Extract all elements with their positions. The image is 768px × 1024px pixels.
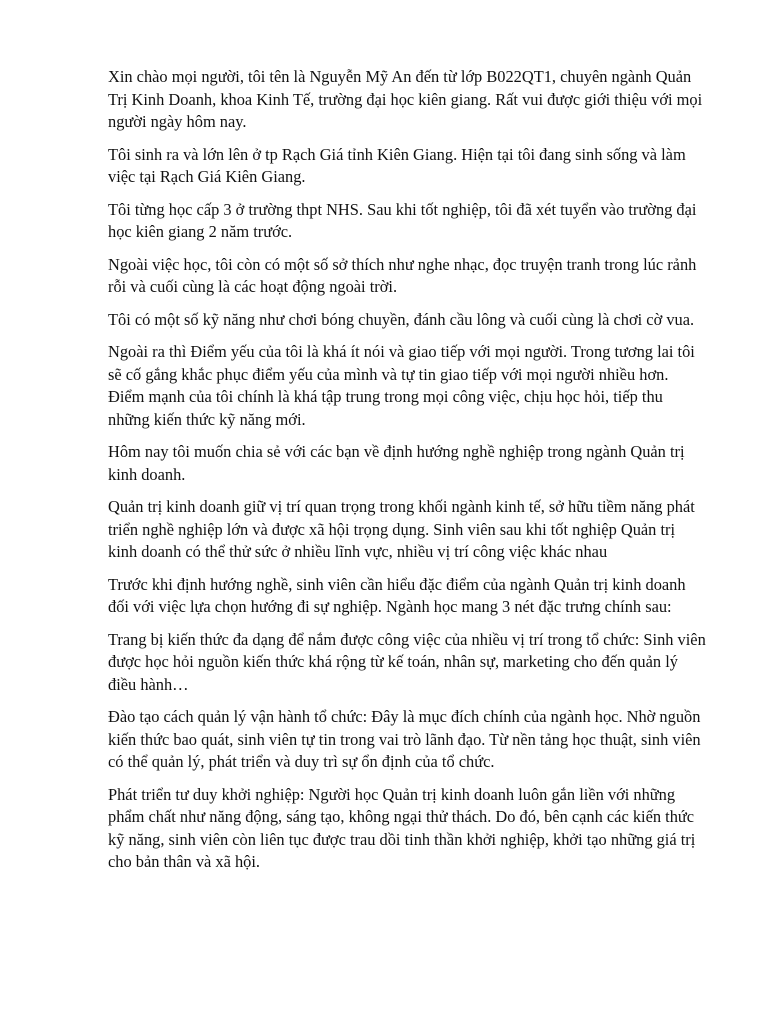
paragraph-organization-management: Đào tạo cách quản lý vận hành tổ chức: Đây là mục đích chính của ngành học. Nhờ nguồn kiến thức bao quát, sinh viên tự tin trong vai trò lãnh đạo. Từ nền tảng học thuật, sinh viên có thể quản lý, phát triển và duy trì sự ổn định của tổ chức.	[108, 707, 701, 771]
paragraph-hometown: Tôi sinh ra và lớn lên ở tp Rạch Giá tỉnh Kiên Giang. Hiện tại tôi đang sinh sống và làm việc tại Rạch Giá Kiên Giang.	[108, 144, 686, 186]
paragraph-strengths-weaknesses: Ngoài ra thì Điểm yếu của tôi là khá ít nói và giao tiếp với mọi người. Trong tương lai tôi sẽ cố gắng khắc phục điểm yếu của mình và tự tin giao tiếp với mọi người nhiều hơn. Điểm mạnh của tôi chính là khá tập trung trong mọi công việc, chịu học hỏi, tiếp thu những kiến thức kỹ năng mới.	[108, 342, 695, 429]
paragraph-skills: Tôi có một số kỹ năng như chơi bóng chuyền, đánh cầu lông và cuối cùng là chơi cờ vua.	[108, 309, 695, 329]
paragraph-characteristics-intro: Trước khi định hướng nghề, sinh viên cần hiểu đặc điểm của ngành Quản trị kinh doanh đối với việc lựa chọn hướng đi sự nghiệp. Ngành học mang 3 nét đặc trưng chính sau:	[108, 574, 686, 616]
paragraph-entrepreneurial-thinking: Phát triển tư duy khởi nghiệp: Người học Quản trị kinh doanh luôn gắn liền với những phẩm chất như năng động, sáng tạo, không ngại thử thách. Do đó, bên cạnh các kiến thức kỹ năng, sinh viên còn liên tục được trau dồi tinh thần khởi nghiệp, khởi tạo những giá trị cho bản thân và xã hội.	[108, 784, 696, 871]
paragraph-business-admin-role: Quản trị kinh doanh giữ vị trí quan trọng trong khối ngành kinh tế, sở hữu tiềm năng phát triển nghề nghiệp lớn và được xã hội trọng dụng. Sinh viên sau khi tốt nghiệp Quản trị kinh doanh có thể thử sức ở nhiều lĩnh vực, nhiều vị trí công việc khác nhau	[108, 497, 695, 561]
paragraph-career-topic: Hôm nay tôi muốn chia sẻ với các bạn về định hướng nghề nghiệp trong ngành Quản trị kinh doanh.	[108, 442, 685, 484]
paragraph-diverse-knowledge: Trang bị kiến thức đa dạng để nắm được công việc của nhiều vị trí trong tổ chức: Sinh viên được học hỏi nguồn kiến thức khá rộng từ kế toán, nhân sự, marketing cho đến quản lý điều hành…	[108, 629, 706, 694]
paragraph-education: Tôi từng học cấp 3 ở trường thpt NHS. Sau khi tốt nghiệp, tôi đã xét tuyển vào trường đại học kiên giang 2 năm trước.	[108, 199, 697, 241]
document-page	[108, 66, 708, 884]
paragraph-introduction: Xin chào mọi người, tôi tên là Nguyễn Mỹ An đến từ lớp B022QT1, chuyên ngành Quản Trị Kinh Doanh, khoa Kinh Tế, trường đại học kiên giang. Rất vui được giới thiệu với mọi người ngày hôm nay.	[108, 67, 703, 131]
paragraph-hobbies: Ngoài việc học, tôi còn có một số sở thích như nghe nhạc, đọc truyện tranh trong lúc rảnh rỗi và cuối cùng là các hoạt động ngoài trời.	[108, 254, 697, 296]
